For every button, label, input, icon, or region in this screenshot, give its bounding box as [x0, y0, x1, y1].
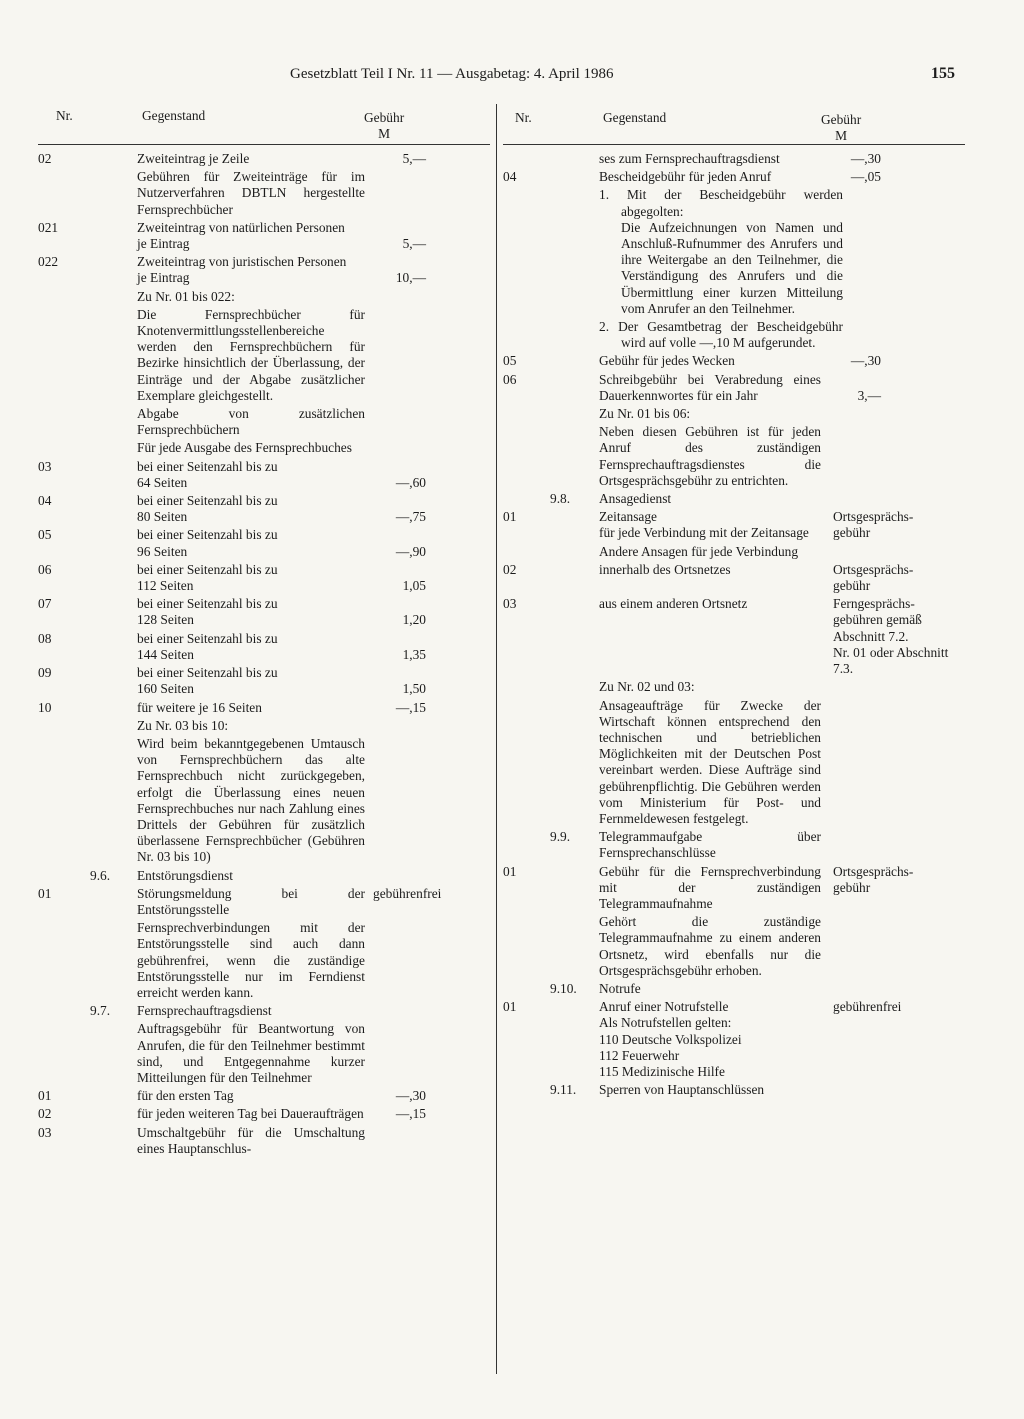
section-number	[550, 509, 599, 541]
fee-value	[365, 307, 490, 404]
entry-number	[38, 289, 90, 305]
section-number	[90, 254, 137, 286]
table-row	[38, 700, 490, 716]
section-number	[90, 700, 137, 716]
fee-value	[821, 981, 965, 997]
table-row	[38, 1106, 490, 1122]
fee-text: 1,05	[402, 578, 426, 594]
table-row	[38, 1003, 490, 1019]
fee-value	[365, 920, 490, 1001]
fee-value	[365, 700, 490, 716]
table-row	[38, 440, 490, 456]
section-number	[90, 920, 137, 1001]
section-number	[550, 406, 599, 422]
fee-value	[843, 319, 965, 351]
section-number	[90, 1106, 137, 1122]
table-row	[503, 169, 965, 185]
section-number	[550, 169, 599, 185]
fee-value	[365, 1021, 490, 1086]
table-row	[38, 1125, 490, 1157]
entry-text: Zu Nr. 01 bis 06:	[599, 406, 691, 422]
fee-text: 5,—	[402, 236, 426, 252]
table-row	[503, 981, 965, 997]
section-number	[90, 459, 137, 491]
section-number	[90, 220, 137, 252]
entry-number	[503, 491, 550, 507]
section-number: 9.8.	[550, 491, 571, 507]
section-number	[550, 914, 599, 979]
fee-value	[821, 698, 965, 828]
section-number	[550, 319, 599, 351]
fee-value	[821, 679, 965, 695]
entry-number: 021	[38, 219, 59, 235]
right-entries	[503, 151, 965, 1098]
entry-text: ses zum Fernsprechauftragsdienst	[599, 151, 780, 166]
entry-text: Schreibgebühr bei Verabredung eines Dauerkennwortes für ein Jahr	[599, 371, 821, 403]
entry-number	[503, 679, 550, 695]
fee-value	[821, 372, 965, 404]
entry-text: Auftragsgebühr für Beantwortung von Anrufen, die für den Teilnehmer bestimmt sind, und Entgegennahme kurzer Mitteilungen für den Teilnehmer	[137, 1021, 365, 1085]
right-column	[503, 104, 965, 1374]
entry-text: für weitere je 16 Seiten	[137, 699, 262, 715]
entry-text: Ansageaufträge für Zwecke der Wirtschaft können entsprechend den technischen und betrieblichen Möglichkeiten mit der Deutschen Post vereinbart werden. Diese Aufträge sind gebührenpflichtig. Die Gebühren werden vom Ministerium für Post- und Fernmeldewesen festgelegt.	[599, 697, 821, 826]
section-number	[550, 999, 599, 1080]
entry-number	[38, 1003, 90, 1019]
entry-number	[503, 151, 550, 167]
fee-text: 1,20	[402, 612, 426, 628]
entry-text: bei einer Seitenzahl bis zu 96 Seiten	[137, 527, 278, 559]
table-row	[38, 736, 490, 866]
entry-text: 1. Mit der Bescheidgebühr werden abgegolten: Die Aufzeichnungen von Namen und Anschluß-Rufnummer des Anrufers und ihre Weitergabe an den Teilnehmer, die Verständigung des Anrufers und die Übermittlung einer kurzen Mitteilung vom Anrufer an den Teilnehmer.	[599, 187, 843, 316]
entry-number	[38, 718, 90, 734]
entry-text: Neben diesen Gebühren ist für jeden Anruf des zuständigen Fernsprechauftragsdienstes die Ortsgesprächsgebühr zu entrichten.	[599, 424, 821, 488]
fee-value	[365, 527, 490, 559]
entry-text: Anruf einer Notrufstelle Als Notrufstellen gelten: 110 Deutsche Volkspolizei 112 Feuerwehr 115 Medizinische Hilfe	[599, 999, 742, 1079]
entry-text: Gebühr für jedes Wecken	[599, 353, 735, 369]
entry-number	[38, 440, 90, 456]
header-nr: Nr.	[515, 110, 532, 125]
table-row	[38, 289, 490, 305]
entry-number: 09	[38, 665, 52, 681]
section-number	[90, 493, 137, 525]
fee-text: gebührenfrei	[833, 999, 902, 1015]
fee-value	[365, 169, 490, 218]
section-number	[90, 718, 137, 734]
fee-text: 3,—	[857, 387, 881, 403]
entry-text: bei einer Seitenzahl bis zu 128 Seiten	[137, 596, 278, 628]
section-number: 9.6.	[90, 867, 111, 883]
fee-value	[365, 220, 490, 252]
entry-number: 05	[38, 527, 52, 543]
fee-value	[821, 864, 965, 913]
entry-text: Wird beim bekanntgegebenen Umtausch von Fernsprechbüchern das alte Fernsprechbuch nicht zurückgegeben, erfolgt die Überlassung eines neuen Fernsprechbuches nur nach Zahlung eines Drittels der Gebühren für zusätzlich überlassene Fernsprechbücher (Gebühren Nr. 03 bis 10)	[137, 735, 365, 865]
entry-number: 03	[38, 1124, 52, 1140]
fee-value	[365, 1088, 490, 1104]
section-number	[550, 679, 599, 695]
table-row	[503, 187, 965, 317]
fee-text: 5,—	[402, 151, 426, 166]
section-number	[550, 372, 599, 404]
fee-text: —,15	[395, 1106, 426, 1122]
entry-number: 01	[38, 1088, 52, 1104]
entry-text: Telegrammaufgabe über Fernsprechanschlüsse	[599, 829, 821, 861]
fee-value	[843, 187, 965, 317]
entry-text: bei einer Seitenzahl bis zu 112 Seiten	[137, 561, 278, 594]
fee-value	[365, 289, 490, 305]
table-row	[503, 679, 965, 695]
section-number	[90, 169, 137, 218]
fee-value	[821, 353, 965, 369]
fee-value	[821, 1082, 965, 1098]
table-row	[503, 1082, 965, 1098]
fee-value	[821, 544, 965, 560]
table-row	[503, 424, 965, 489]
table-row	[38, 459, 490, 491]
gazette-title: Gesetzblatt Teil I Nr. 11 — Ausgabetag: 4. April 1986	[290, 65, 614, 82]
entry-text: bei einer Seitenzahl bis zu 144 Seiten	[137, 630, 278, 662]
table-row	[38, 596, 490, 628]
table-row	[503, 829, 965, 861]
entry-text: Gebühr für die Fernsprechverbindung mit der zuständigen Telegrammaufnahme	[599, 863, 821, 911]
fee-value	[365, 493, 490, 525]
table-row	[503, 353, 965, 369]
table-row	[38, 151, 490, 167]
entry-text: Andere Ansagen für jede Verbindung	[599, 543, 799, 559]
table-row	[38, 886, 490, 918]
fee-value	[821, 509, 965, 541]
section-number	[90, 151, 137, 167]
fee-value	[365, 736, 490, 866]
section-number: 9.10.	[550, 980, 577, 996]
fee-value	[365, 562, 490, 594]
table-row	[38, 254, 490, 286]
entry-text: bei einer Seitenzahl bis zu 160 Seiten	[137, 665, 278, 697]
fee-value	[821, 829, 965, 861]
section-number	[90, 440, 137, 456]
section-number	[550, 353, 599, 369]
fee-text: —,05	[850, 169, 881, 185]
table-row	[503, 596, 965, 677]
entry-text: Entstörungsdienst	[137, 867, 233, 883]
fee-value	[365, 1003, 490, 1019]
fee-text: —,75	[395, 509, 426, 525]
fee-text: —,30	[395, 1088, 426, 1104]
entry-text: aus einem anderen Ortsnetz	[599, 596, 748, 612]
entry-number	[503, 406, 550, 422]
table-row	[503, 914, 965, 979]
section-number	[90, 406, 137, 438]
entry-number: 04	[503, 169, 517, 185]
fee-value	[821, 999, 965, 1080]
table-row	[38, 493, 490, 525]
entry-text: Notrufe	[599, 980, 641, 996]
left-entries	[38, 151, 490, 1157]
entry-text: Fernsprechverbindungen mit der Entstörungsstelle sind auch dann gebührenfrei, wenn die zuständige Entstörungsstelle nur im Ferndienst erreicht werden kann.	[137, 920, 365, 1000]
entry-text: Für jede Ausgabe des Fernsprechbuches	[137, 440, 352, 456]
fee-value	[365, 459, 490, 491]
section-number	[550, 596, 599, 677]
fee-text: —,30	[850, 151, 881, 166]
entry-number	[38, 736, 90, 866]
entry-number: 01	[503, 999, 517, 1015]
entry-number	[503, 187, 550, 317]
fee-value	[821, 424, 965, 489]
entry-number: 01	[503, 863, 517, 879]
fee-value	[365, 151, 490, 167]
entry-number: 06	[503, 371, 517, 387]
fee-value	[365, 406, 490, 438]
entry-number	[38, 1021, 90, 1086]
entry-number: 08	[38, 630, 52, 646]
table-row	[38, 562, 490, 594]
entry-number: 02	[38, 151, 52, 166]
entry-number	[38, 307, 90, 404]
entry-number: 02	[38, 1106, 52, 1122]
fee-text: 10,—	[395, 270, 426, 286]
entry-number	[503, 914, 550, 979]
fee-text: 1,50	[402, 681, 426, 697]
entry-number	[503, 981, 550, 997]
fee-value	[365, 631, 490, 663]
entry-number: 04	[38, 493, 52, 509]
section-number	[550, 562, 599, 594]
section-number	[90, 596, 137, 628]
entry-text: Zu Nr. 01 bis 022:	[137, 288, 235, 304]
entry-text: Zeitansage für jede Verbindung mit der Zeitansage	[599, 509, 809, 541]
entry-number: 07	[38, 596, 52, 612]
section-number	[90, 562, 137, 594]
table-row	[503, 372, 965, 404]
table-row	[503, 319, 965, 351]
section-number	[90, 665, 137, 697]
column-divider	[496, 104, 497, 1374]
section-number	[550, 151, 599, 167]
header-gebuehr: Gebühr M	[364, 110, 405, 141]
page-header	[290, 62, 955, 86]
entry-number	[38, 868, 90, 884]
entry-number: 03	[503, 596, 517, 612]
entry-number	[503, 829, 550, 861]
entry-text: Fernsprechauftragsdienst	[137, 1003, 272, 1019]
entry-text: Bescheidgebühr für jeden Anruf	[599, 169, 772, 185]
table-row	[38, 307, 490, 404]
entry-text: innerhalb des Ortsnetzes	[599, 561, 731, 577]
header-gegenstand: Gegenstand	[603, 110, 667, 125]
table-row	[38, 406, 490, 438]
entry-number	[38, 406, 90, 438]
fee-value	[365, 665, 490, 697]
section-number: 9.9.	[550, 829, 571, 845]
table-row	[503, 491, 965, 507]
section-number	[90, 527, 137, 559]
entry-text: Zweiteintrag von juristischen Personen je Eintrag	[137, 254, 347, 286]
table-row	[38, 920, 490, 1001]
entry-text: Ansagedienst	[599, 491, 672, 507]
entry-text: Zweiteintrag von natürlichen Personen je Eintrag	[137, 219, 345, 252]
section-number	[90, 307, 137, 404]
section-number	[90, 289, 137, 305]
fee-value	[365, 254, 490, 286]
fee-value	[365, 440, 490, 456]
fee-text: —,90	[395, 543, 426, 559]
fee-value	[821, 151, 965, 167]
entry-number	[503, 544, 550, 560]
entry-number: 03	[38, 458, 52, 474]
fee-value	[821, 169, 965, 185]
entry-text: Zu Nr. 03 bis 10:	[137, 717, 229, 733]
entry-number	[503, 1082, 550, 1098]
table-row	[38, 1021, 490, 1086]
section-number	[550, 864, 599, 913]
fee-value	[821, 596, 965, 677]
table-header	[503, 104, 965, 145]
entry-number: 01	[503, 509, 517, 525]
entry-text: Die Fernsprechbücher für Knotenvermittlungsstellenbereiche werden den Fernsprechbüchern für Bezirke hinsichtlich der Überlassung, der Einträge und der Abgabe zusätzlicher Exemplare gleichgestellt.	[137, 306, 365, 403]
fee-value	[821, 491, 965, 507]
fee-text: Ortsgesprächs- gebühr	[833, 863, 914, 895]
entry-number	[503, 319, 550, 351]
entry-number: 05	[503, 353, 517, 369]
entry-text: Abgabe von zusätzlichen Fernsprechbüchern	[137, 406, 365, 438]
section-number	[550, 424, 599, 489]
table-row	[503, 999, 965, 1080]
table-row	[38, 631, 490, 663]
fee-text: Ortsgesprächs- gebühr	[833, 561, 914, 594]
entry-number: 022	[38, 254, 59, 270]
fee-value	[365, 718, 490, 734]
table-row	[38, 169, 490, 218]
entry-text: Sperren von Hauptanschlüssen	[599, 1082, 765, 1098]
table-row	[503, 509, 965, 541]
fee-text: —,30	[850, 353, 881, 369]
fee-value	[365, 868, 490, 884]
fee-text: 1,35	[402, 646, 426, 662]
entry-number	[38, 169, 90, 218]
table-row	[38, 718, 490, 734]
section-number	[90, 736, 137, 866]
table-header	[38, 104, 490, 145]
fee-value	[365, 1106, 490, 1122]
fee-text: —,60	[395, 474, 426, 490]
fee-value	[365, 886, 490, 918]
entry-text: Gehört die zuständige Telegrammaufnahme zu einem anderen Ortsnetz, wird ebenfalls nur die Ortsgesprächsgebühr erhoben.	[599, 914, 821, 978]
entry-number	[38, 920, 90, 1001]
table-row	[38, 665, 490, 697]
table-row	[38, 220, 490, 252]
entry-text: Störungsmeldung bei der Entstörungsstelle	[137, 885, 365, 917]
entry-number: 02	[503, 561, 517, 577]
section-number	[90, 886, 137, 918]
header-gebuehr: Gebühr M	[821, 112, 862, 143]
section-number	[550, 698, 599, 828]
section-number	[90, 631, 137, 663]
entry-text: Gebühren für Zweiteinträge für im Nutzerverfahren DBTLN hergestellte Fernsprechbücher	[137, 169, 365, 217]
entry-number	[503, 698, 550, 828]
entry-text: bei einer Seitenzahl bis zu 64 Seiten	[137, 458, 278, 490]
table-row	[38, 527, 490, 559]
section-number	[550, 544, 599, 560]
table-row	[503, 151, 965, 167]
entry-number	[503, 424, 550, 489]
entry-number: 01	[38, 885, 52, 901]
left-column	[38, 104, 490, 1374]
entry-text: für den ersten Tag	[137, 1088, 234, 1104]
entry-text: bei einer Seitenzahl bis zu 80 Seiten	[137, 493, 278, 525]
fee-text: Ortsgesprächs- gebühr	[833, 509, 914, 541]
header-gegenstand: Gegenstand	[142, 108, 206, 123]
entry-text: 2. Der Gesamtbetrag der Bescheidgebühr wird auf volle —,10 M aufgerundet.	[599, 319, 843, 351]
table-row	[503, 864, 965, 913]
entry-text: Zu Nr. 02 und 03:	[599, 679, 695, 695]
section-number: 9.7.	[90, 1003, 111, 1019]
fee-value	[821, 562, 965, 594]
fee-text: gebührenfrei	[373, 885, 442, 901]
fee-value	[365, 1125, 490, 1157]
table-row	[503, 562, 965, 594]
fee-value	[821, 406, 965, 422]
fee-text: Ferngesprächs- gebühren gemäß Abschnitt 7.2. Nr. 01 oder Abschnitt 7.3.	[833, 596, 949, 677]
entry-text: für jeden weiteren Tag bei Daueraufträgen	[137, 1106, 364, 1122]
section-number	[550, 187, 599, 317]
entry-text: Zweiteintrag je Zeile	[137, 151, 250, 166]
table-row	[38, 868, 490, 884]
section-number: 9.11.	[550, 1082, 577, 1098]
page-number: 155	[931, 65, 955, 82]
entry-number: 10	[38, 699, 52, 715]
fee-text: —,15	[395, 699, 426, 715]
table-row	[503, 544, 965, 560]
section-number	[90, 1125, 137, 1157]
section-number	[90, 1021, 137, 1086]
fee-value	[365, 596, 490, 628]
entry-text: Umschaltgebühr für die Umschaltung eines Hauptanschlus-	[137, 1124, 365, 1156]
entry-number: 06	[38, 561, 52, 577]
table-row	[503, 406, 965, 422]
fee-value	[821, 914, 965, 979]
header-nr: Nr.	[56, 108, 73, 123]
section-number	[90, 1088, 137, 1104]
table-row	[503, 698, 965, 828]
table-row	[38, 1088, 490, 1104]
